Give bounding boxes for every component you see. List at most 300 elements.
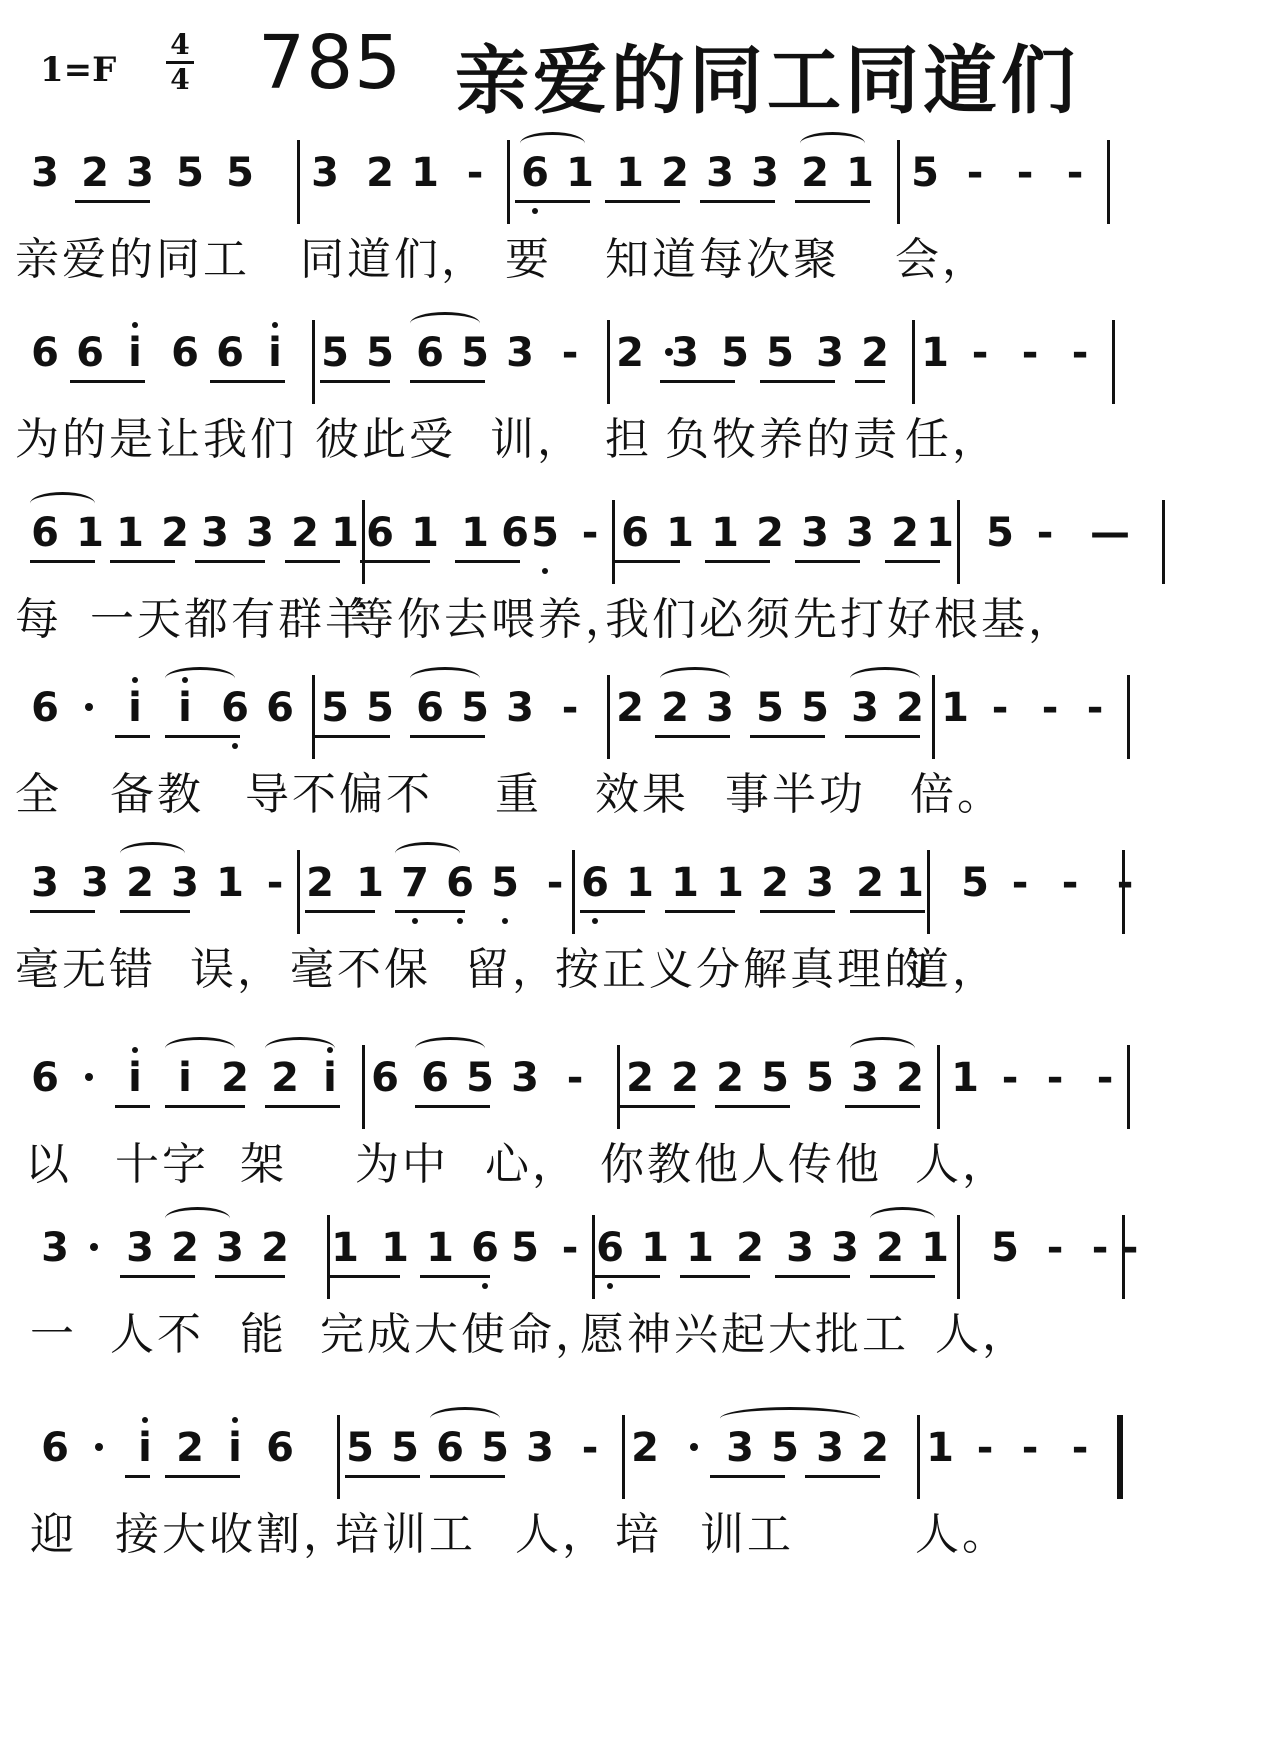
octave-up-dot xyxy=(132,322,138,328)
beat-underline xyxy=(360,560,430,563)
lyric-segment: 知道每次聚 xyxy=(605,234,840,285)
beat-underline xyxy=(420,1275,490,1278)
lyric-segment: 负牧养的责 xyxy=(665,414,900,465)
barline xyxy=(622,1415,625,1499)
note: 6 xyxy=(31,510,59,556)
slur xyxy=(870,1207,935,1230)
barline xyxy=(572,850,575,934)
barline xyxy=(607,675,610,759)
note: 3 xyxy=(201,510,229,556)
hold-dash: - xyxy=(966,150,984,196)
beat-underline xyxy=(750,735,825,738)
lyric-segment: 心， xyxy=(485,1139,579,1190)
lyric-line xyxy=(0,1307,1280,1367)
lyric-segment: 人， xyxy=(915,1139,1009,1190)
beat-underline xyxy=(680,1275,750,1278)
hold-dash: - xyxy=(581,1425,599,1471)
note: 6 xyxy=(520,150,550,196)
note: 5 xyxy=(766,330,794,376)
lyric-segment: 十字 xyxy=(115,1139,209,1190)
note: 2 xyxy=(126,860,154,906)
beat-underline xyxy=(305,910,375,913)
lyric-segment: 接大收割， xyxy=(115,1509,350,1560)
beat-underline xyxy=(760,910,835,913)
note: 6 xyxy=(470,1225,500,1271)
beat-underline xyxy=(710,1475,785,1478)
lyric-line xyxy=(0,1137,1280,1197)
key-signature: 1=F xyxy=(40,50,117,90)
hold-dash: - xyxy=(1091,1225,1109,1271)
beat-underline xyxy=(855,380,885,383)
note: 5 xyxy=(986,510,1014,556)
note: 3 xyxy=(816,1425,844,1471)
note: i xyxy=(120,685,150,731)
note: 1 xyxy=(116,510,144,556)
slur xyxy=(720,1407,860,1430)
beat-underline xyxy=(285,560,340,563)
octave-down-dot xyxy=(607,1283,613,1289)
octave-down-dot xyxy=(542,568,548,574)
beat-underline xyxy=(620,1105,695,1108)
barline xyxy=(912,320,915,404)
lyric-segment: 愿神兴起大批工 xyxy=(580,1309,909,1360)
beat-underline xyxy=(210,380,285,383)
hold-dash: — xyxy=(1090,510,1130,556)
hold-dash: - xyxy=(1071,330,1089,376)
barline xyxy=(607,320,610,404)
note: 3 xyxy=(126,150,154,196)
hold-dash: - xyxy=(1046,1055,1064,1101)
lyric-segment: 导不偏不 xyxy=(245,769,433,820)
lyric-segment: 彼此受 xyxy=(315,414,456,465)
note: 1 xyxy=(686,1225,714,1271)
barline xyxy=(932,675,935,759)
beat-underline xyxy=(120,1275,195,1278)
score-header xyxy=(0,0,1280,124)
hold-dash: - xyxy=(1121,1225,1139,1271)
note: 6 xyxy=(371,1055,399,1101)
note: 3 xyxy=(846,510,874,556)
slur xyxy=(520,132,585,155)
note: 2 xyxy=(176,1425,204,1471)
note: 6 xyxy=(76,330,104,376)
note: i xyxy=(130,1425,160,1471)
note: 2 xyxy=(626,1055,654,1101)
octave-down-dot xyxy=(232,743,238,749)
lyric-line xyxy=(0,592,1280,652)
note: 2 xyxy=(171,1225,199,1271)
note: 1 xyxy=(616,150,644,196)
beat-underline xyxy=(395,910,465,913)
beat-underline xyxy=(165,1105,245,1108)
beat-underline xyxy=(705,560,770,563)
note: 1 xyxy=(411,510,439,556)
beat-underline xyxy=(330,1275,400,1278)
note: 5 xyxy=(991,1225,1019,1271)
note: 1 xyxy=(626,860,654,906)
lyric-line xyxy=(0,1507,1280,1567)
note: 3 xyxy=(786,1225,814,1271)
note: 6 xyxy=(366,510,394,556)
lyric-segment: 人。 xyxy=(915,1509,1009,1560)
beat-underline xyxy=(115,735,150,738)
note: 2 xyxy=(671,1055,699,1101)
beat-underline xyxy=(805,1475,880,1478)
beat-underline xyxy=(775,1275,850,1278)
note: 2 xyxy=(861,1425,889,1471)
note: 6 xyxy=(416,685,444,731)
notation-line xyxy=(0,1025,1280,1135)
hold-dash: - xyxy=(1071,1425,1089,1471)
note: 3 xyxy=(801,510,829,556)
note: 6 xyxy=(421,1055,449,1101)
notation-line xyxy=(0,655,1280,765)
note: 2 xyxy=(716,1055,744,1101)
lyric-segment: 留， xyxy=(465,944,559,995)
barline xyxy=(937,1045,940,1129)
note: 2 xyxy=(306,860,334,906)
hold-dash: - xyxy=(466,150,484,196)
hold-dash: - xyxy=(561,1225,579,1271)
note: 1 xyxy=(356,860,384,906)
lyric-segment: 要 xyxy=(505,234,552,285)
note: 5 xyxy=(466,1055,494,1101)
barline xyxy=(1127,675,1130,759)
note: 2 xyxy=(891,510,919,556)
beat-underline xyxy=(265,1105,340,1108)
note: 5 xyxy=(771,1425,799,1471)
note: 6 xyxy=(220,685,250,731)
note: i xyxy=(220,1425,250,1471)
lyric-segment: 以 xyxy=(25,1139,72,1190)
hold-dash: - xyxy=(976,1425,994,1471)
barline xyxy=(617,1045,620,1129)
barline xyxy=(927,850,930,934)
note: 1 xyxy=(566,150,594,196)
hold-dash: - xyxy=(1061,860,1079,906)
note: 3 xyxy=(31,150,59,196)
note: 5 xyxy=(226,150,254,196)
note: 6 xyxy=(41,1425,69,1471)
beat-underline xyxy=(115,1105,150,1108)
lyric-segment: 架 xyxy=(240,1139,287,1190)
note: 1 xyxy=(716,860,744,906)
note: 2 xyxy=(261,1225,289,1271)
note: 6 xyxy=(595,1225,625,1271)
beat-underline xyxy=(795,200,870,203)
note: 2 xyxy=(271,1055,299,1101)
slur xyxy=(800,132,865,155)
note: 3 xyxy=(706,150,734,196)
note: 3 xyxy=(511,1055,539,1101)
lyric-line xyxy=(0,767,1280,827)
beat-underline xyxy=(580,910,645,913)
beat-underline xyxy=(345,1475,420,1478)
hold-dash: - xyxy=(561,330,579,376)
beat-underline xyxy=(885,560,940,563)
note: 3 xyxy=(31,860,59,906)
meter-bottom: 4 xyxy=(170,63,190,96)
beat-underline xyxy=(845,1105,920,1108)
note: 3 xyxy=(671,330,699,376)
note: 2 xyxy=(761,860,789,906)
note: 5 xyxy=(961,860,989,906)
hold-dash: - xyxy=(1001,1055,1019,1101)
hold-dash: - xyxy=(1096,1055,1114,1101)
note: 1 xyxy=(671,860,699,906)
lyric-segment: 误， xyxy=(190,944,284,995)
slur xyxy=(265,1037,335,1060)
note: 2 xyxy=(661,685,689,731)
beat-underline xyxy=(700,200,775,203)
note: 5 xyxy=(761,1055,789,1101)
beat-underline xyxy=(30,910,95,913)
beat-underline xyxy=(850,910,925,913)
beat-underline xyxy=(615,560,680,563)
barline xyxy=(337,1415,340,1499)
note: 3 xyxy=(851,1055,879,1101)
barline xyxy=(312,675,315,759)
note: 2 xyxy=(366,150,394,196)
note: 1 xyxy=(331,1225,359,1271)
lyric-segment: 培 xyxy=(615,1509,662,1560)
beat-underline xyxy=(660,380,735,383)
note: 5 xyxy=(490,860,520,906)
beat-underline xyxy=(110,560,175,563)
note: 3 xyxy=(526,1425,554,1471)
note: 2 xyxy=(616,685,644,731)
note: i xyxy=(170,685,200,731)
augmentation-dot xyxy=(90,1243,98,1251)
slur xyxy=(395,842,460,865)
notation-line xyxy=(0,1395,1280,1505)
barline xyxy=(362,1045,365,1129)
lyric-segment: 你教他人传他 xyxy=(600,1139,882,1190)
barline xyxy=(1162,500,1165,584)
note: 1 xyxy=(711,510,739,556)
beat-underline xyxy=(665,910,735,913)
note: 5 xyxy=(721,330,749,376)
meter-top: 4 xyxy=(170,28,190,61)
barline xyxy=(297,850,300,934)
note: 6 xyxy=(31,1055,59,1101)
lyric-segment: 一 xyxy=(30,1309,77,1360)
note: 5 xyxy=(511,1225,539,1271)
lyric-segment: 能 xyxy=(240,1309,287,1360)
note: 2 xyxy=(616,330,644,376)
slur xyxy=(120,842,185,865)
hold-dash: - xyxy=(1046,1225,1064,1271)
note: i xyxy=(120,1055,150,1101)
beat-underline xyxy=(410,380,485,383)
note: 5 xyxy=(801,685,829,731)
barline xyxy=(917,1415,920,1499)
note: 1 xyxy=(381,1225,409,1271)
beat-underline xyxy=(655,735,730,738)
beat-underline xyxy=(410,735,485,738)
lyric-line xyxy=(0,942,1280,1002)
barline xyxy=(612,500,615,584)
octave-down-dot xyxy=(412,918,418,924)
beat-underline xyxy=(430,1475,505,1478)
note: 2 xyxy=(736,1225,764,1271)
octave-down-dot xyxy=(502,918,508,924)
note: 3 xyxy=(126,1225,154,1271)
note: 2 xyxy=(801,150,829,196)
slur xyxy=(410,312,480,335)
note: 1 xyxy=(216,860,244,906)
hold-dash: - xyxy=(581,510,599,556)
lyric-segment: 倍。 xyxy=(910,769,1004,820)
octave-down-dot xyxy=(532,208,538,214)
beat-underline xyxy=(75,200,150,203)
hold-dash: - xyxy=(1021,330,1039,376)
note: 2 xyxy=(291,510,319,556)
note: 2 xyxy=(631,1425,659,1471)
note: 2 xyxy=(81,150,109,196)
hold-dash: - xyxy=(1086,685,1104,731)
lyric-segment: 训， xyxy=(490,414,584,465)
beat-underline xyxy=(120,910,190,913)
hold-dash: - xyxy=(1116,860,1134,906)
note: 3 xyxy=(506,685,534,731)
note: 6 xyxy=(501,510,529,556)
hold-dash: - xyxy=(1016,150,1034,196)
note: 1 xyxy=(426,1225,454,1271)
lyric-segment: 担 xyxy=(605,414,652,465)
beat-underline xyxy=(595,1275,660,1278)
barline xyxy=(957,1215,960,1299)
note: 3 xyxy=(726,1425,754,1471)
note: i xyxy=(178,1055,192,1101)
note: 5 xyxy=(366,330,394,376)
beat-underline xyxy=(795,560,860,563)
lyric-segment: 迎 xyxy=(30,1509,77,1560)
note: 7 xyxy=(400,860,430,906)
note: 2 xyxy=(876,1225,904,1271)
slur xyxy=(165,667,235,690)
octave-up-dot xyxy=(132,1047,138,1053)
barline xyxy=(1122,1215,1125,1299)
note: 1 xyxy=(951,1055,979,1101)
beat-underline xyxy=(845,735,920,738)
lyric-segment: 培训工 xyxy=(335,1509,476,1560)
note: 6 xyxy=(266,1425,294,1471)
slur xyxy=(850,667,920,690)
notation-line xyxy=(0,120,1280,230)
beat-underline xyxy=(715,1105,790,1108)
note: 6 xyxy=(416,330,444,376)
note: 3 xyxy=(851,685,879,731)
note: 5 xyxy=(756,685,784,731)
notation-line xyxy=(0,480,1280,590)
note: 1 xyxy=(921,330,949,376)
note: 2 xyxy=(861,330,889,376)
beat-underline xyxy=(165,1475,240,1478)
notation-line xyxy=(0,300,1280,410)
note: 6 xyxy=(216,330,244,376)
beat-underline xyxy=(315,735,390,738)
hold-dash: - xyxy=(1021,1425,1039,1471)
note: 6 xyxy=(445,860,475,906)
note: 3 xyxy=(831,1225,859,1271)
note: 3 xyxy=(216,1225,244,1271)
lyric-segment: 按正义分解真理的 xyxy=(555,944,931,995)
hold-dash: - xyxy=(1066,150,1084,196)
slur xyxy=(165,1037,235,1060)
barline xyxy=(957,500,960,584)
lyric-segment: 人不 xyxy=(110,1309,204,1360)
augmentation-dot xyxy=(85,703,93,711)
final-barline xyxy=(1117,1415,1123,1499)
lyric-segment: 等你去喂养， xyxy=(350,594,632,645)
notation-line xyxy=(0,830,1280,940)
lyric-segment: 为中 xyxy=(355,1139,449,1190)
note: 1 xyxy=(461,510,489,556)
lyric-segment: 事半功 xyxy=(725,769,866,820)
hold-dash: - xyxy=(1036,510,1054,556)
beat-underline xyxy=(760,380,835,383)
augmentation-dot xyxy=(690,1443,698,1451)
note: 1 xyxy=(896,860,924,906)
note: 6 xyxy=(266,685,294,731)
lyric-segment: 重 xyxy=(495,769,542,820)
hymn-number: 785 xyxy=(258,20,403,106)
note: 5 xyxy=(461,330,489,376)
note: 3 xyxy=(81,860,109,906)
octave-down-dot xyxy=(482,1283,488,1289)
note: 6 xyxy=(436,1425,464,1471)
note: 3 xyxy=(311,150,339,196)
note: 3 xyxy=(806,860,834,906)
lyric-segment: 人， xyxy=(935,1309,1029,1360)
note: 6 xyxy=(31,330,59,376)
beat-underline xyxy=(215,1275,285,1278)
note: i xyxy=(260,330,290,376)
note: 5 xyxy=(530,510,560,556)
note: 2 xyxy=(896,1055,924,1101)
lyric-segment: 每 xyxy=(15,594,62,645)
hold-dash: - xyxy=(546,860,564,906)
lyric-segment: 毫无错 xyxy=(15,944,156,995)
lyric-segment: 会， xyxy=(895,234,989,285)
note: 1 xyxy=(641,1225,669,1271)
octave-up-dot xyxy=(272,322,278,328)
note: i xyxy=(120,330,150,376)
note: 3 xyxy=(246,510,274,556)
note: 2 xyxy=(896,685,924,731)
lyric-segment: 亲爱的同工 xyxy=(15,234,250,285)
lyric-segment: 全 xyxy=(15,769,62,820)
note: 3 xyxy=(41,1225,69,1271)
slur xyxy=(410,667,480,690)
slur xyxy=(850,1037,915,1060)
barline xyxy=(1112,320,1115,404)
hold-dash: - xyxy=(991,685,1009,731)
note: 2 xyxy=(856,860,884,906)
note: 6 xyxy=(171,330,199,376)
beat-underline xyxy=(125,1475,150,1478)
note: 5 xyxy=(321,685,349,731)
note: 3 xyxy=(816,330,844,376)
octave-down-dot xyxy=(457,918,463,924)
notation-line xyxy=(0,1195,1280,1305)
lyric-segment: 人， xyxy=(515,1509,609,1560)
lyric-segment: 备教 xyxy=(110,769,204,820)
hold-dash: - xyxy=(1041,685,1059,731)
note: 5 xyxy=(391,1425,419,1471)
beat-underline xyxy=(165,735,240,738)
